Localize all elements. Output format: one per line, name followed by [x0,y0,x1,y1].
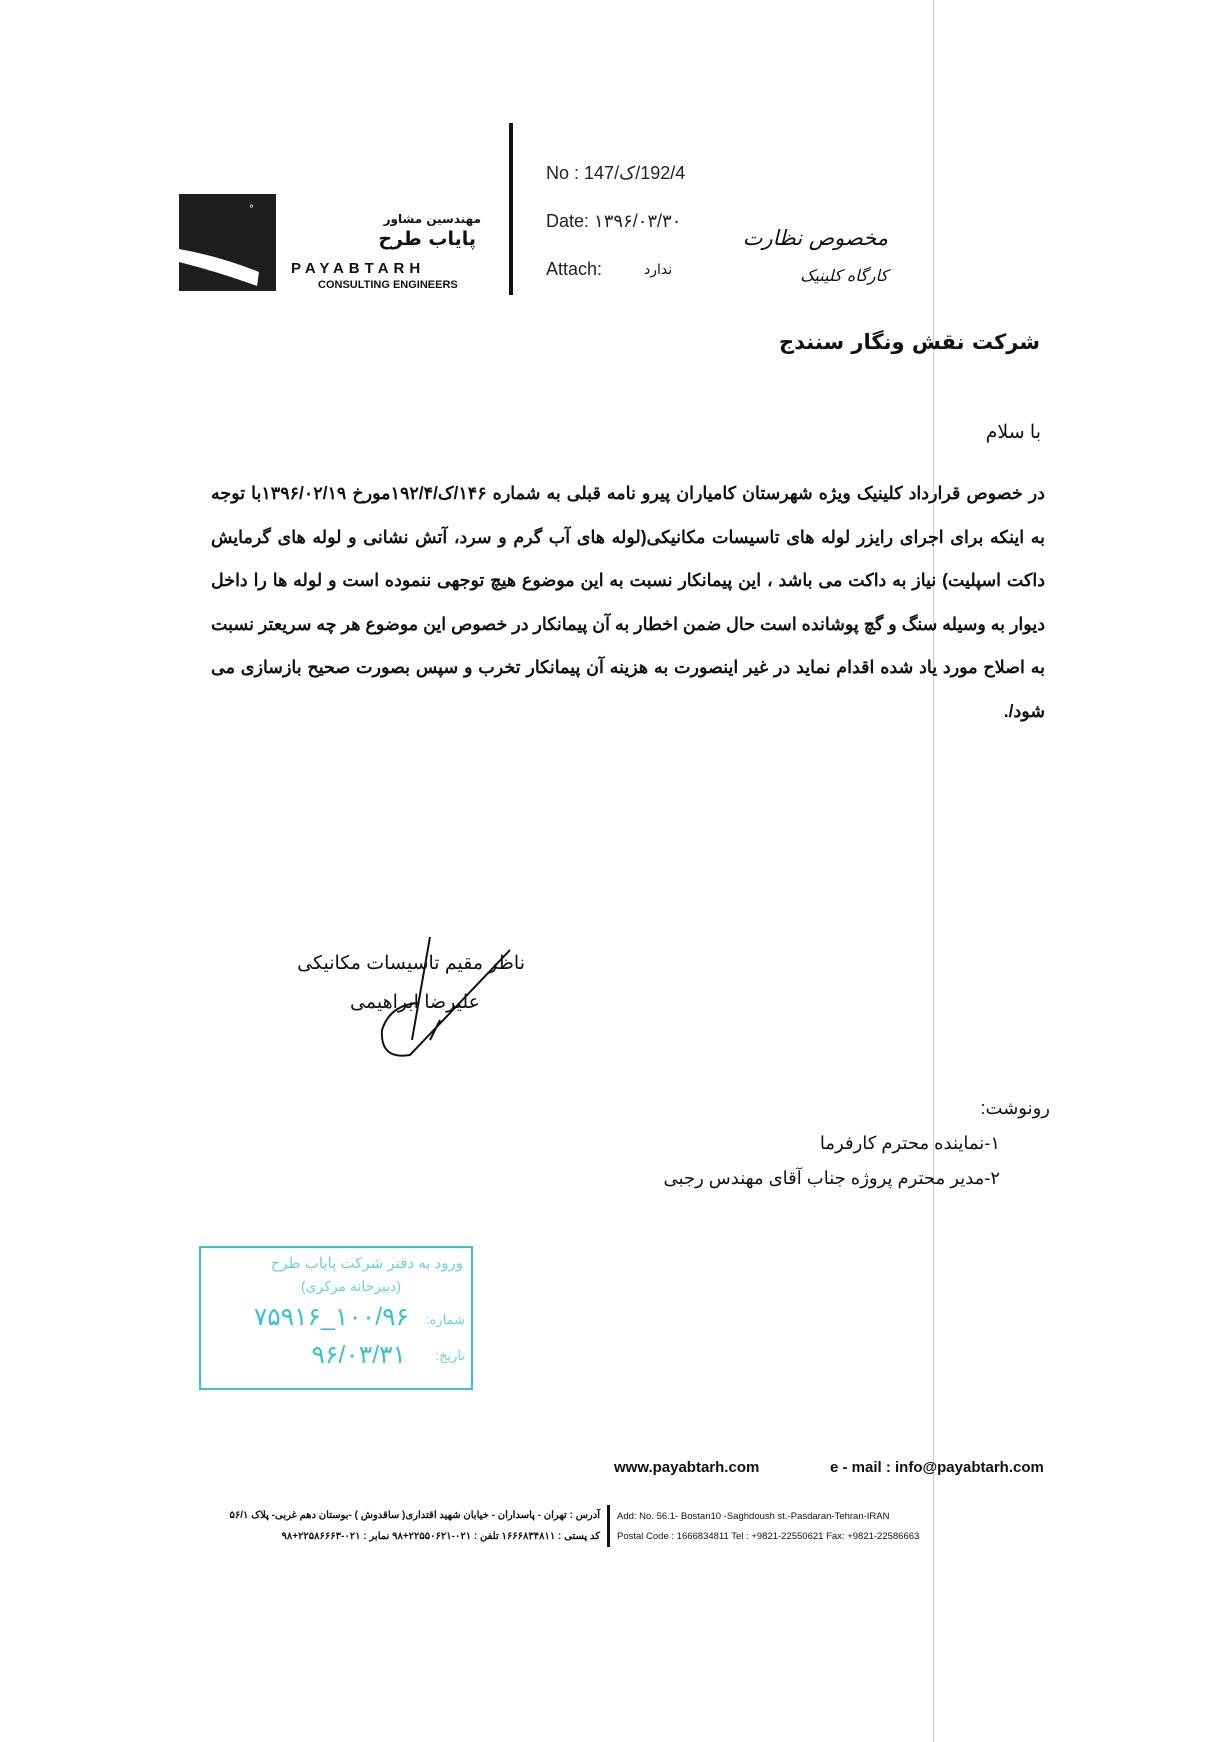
attach-label: Attach: [546,259,603,279]
signatory-name: علیرضا ابراهیمی [350,992,480,1013]
footer-contact-en: Postal Code : 1666834811 Tel : +9821-22550621 Fax: +9821-22586663 [617,1531,920,1542]
logo-mark-icon [179,194,276,291]
number-value: 192/4/ک/147 [584,163,686,183]
signature-icon [370,935,530,1065]
letter-number [546,163,685,184]
logo-english-subtitle: CONSULTING ENGINEERS [318,279,458,291]
handwritten-note-line1: مخصوص نظارت [742,226,888,250]
company-logo [179,194,276,291]
stamp-number-value: ۱۰۰/۹۶_۷۵۹۱۶ [253,1303,409,1331]
handwritten-note-line2: کارگاه کلینیک [800,266,888,285]
letter-attachment [546,259,602,280]
footer-contact-fa: کد پستی : ۱۶۶۶۸۳۴۸۱۱ تلفن : ۰۲۱-۲۲۵۵۰۶۲۱+۹۸ نمابر : ۰۲۱-۲۲۵۸۶۶۶۳+۹۸ [281,1531,600,1542]
number-label: No : [546,163,580,183]
scan-artifact-line [933,0,934,1742]
header-divider [509,123,513,295]
cc-item: ۱-نماینده محترم کارفرما [819,1133,1000,1153]
date-label: Date: [546,211,590,231]
svg-text:°: ° [249,204,254,215]
stamp-line1: ورود به دفتر شرکت پایاب طرح [270,1255,463,1272]
footer-divider [607,1505,610,1547]
footer-address-fa: آدرس : تهران - پاسداران - خیابان شهید اقتداری( ساقدوش ) -بوستان دهم غربی- پلاک ۵۶/۱ [229,1510,600,1521]
website-link[interactable]: www.payabtarh.com [614,1459,760,1476]
date-value: ۱۳۹۶/۰۳/۳۰ [594,211,682,231]
greeting: با سلام [985,422,1041,443]
cc-item: ۲-مدیر محترم پروژه جناب آقای مهندس رجبی [663,1168,1000,1188]
stamp-number-label: شماره: [425,1312,465,1327]
logo-english-name: PAYABTARH [291,260,426,277]
stamp-date-value: ۹۶/۰۳/۳۱ [311,1341,406,1369]
logo-persian-name: پایاب طرح [378,228,476,250]
signatory-title: ناظر مقیم تاسیسات مکانیکی [297,953,525,974]
addressee: شرکت نقش ونگار سنندج [779,330,1040,354]
letter-date [546,211,681,232]
email-link[interactable]: e - mail : info@payabtarh.com [830,1459,1044,1476]
stamp-line2: (دبیرخانه مرکزی) [300,1278,401,1294]
received-stamp [199,1246,473,1390]
footer-address-en: Add: No. 56.1- Bostan10 -Saghdoush st.-Pasdaran-Tehran-IRAN [617,1511,890,1522]
cc-label: رونوشت: [980,1098,1050,1118]
logo-persian-subtitle: مهندسین مشاور [383,212,481,226]
letter-body: در خصوص قرارداد کلینیک ویژه شهرستان کامیاران پیرو نامه قبلی به شماره ۱۴۶/ک/۱۹۲/۴مورخ ۱۳۹۶/۰۲/۱۹با توجه به اینکه برای اجرای رایزر لوله های تاسیسات مکانیکی(لوله های آب گرم و سرد، آتش نشانی و لوله های گرمایش داکت اسپلیت) نیاز به داکت می باشد ، این پیمانکار نسبت به این موضوع هیچ توجهی ننموده است و لوله ها را داخل دیوار به وسیله سنگ و گچ پوشانده است حال ضمن اخطار به آن پیمانکار در خصوص این موضوع هر چه سریعتر نسبت به اصلاح مورد یاد شده اقدام نماید در غیر اینصورت به هزینه آن پیمانکار تخرب و سپس بصورت صحیح بازسازی می شود/. [211,483,1045,721]
stamp-date-label: تاریخ: [435,1348,465,1363]
attach-value: ندارد [644,262,673,278]
